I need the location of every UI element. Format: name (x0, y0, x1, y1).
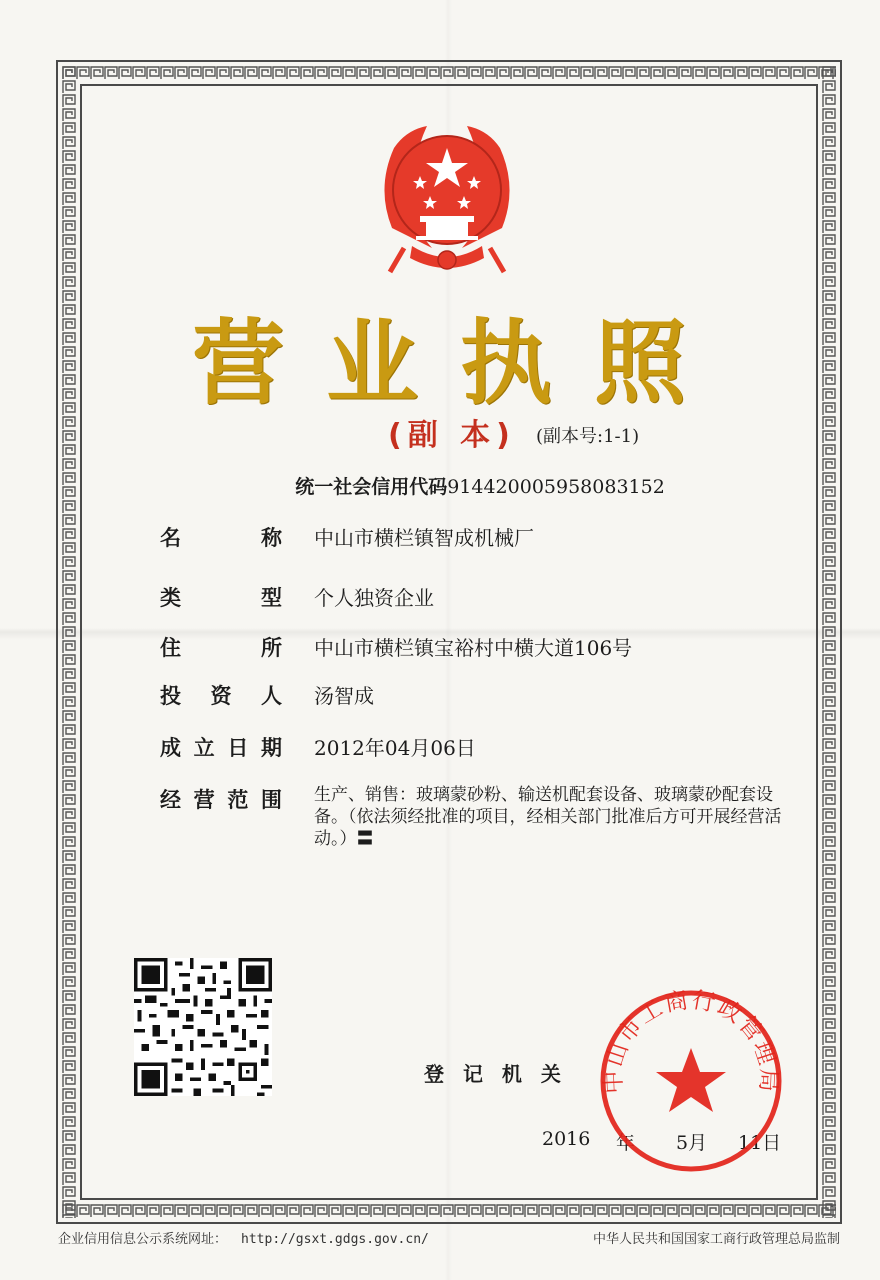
credit-code-value: 914420005958083152 (447, 476, 665, 498)
field-label: 成 立 日 期 (160, 736, 282, 760)
border-pattern-left (62, 66, 76, 1218)
qr-code-icon (134, 958, 272, 1096)
registration-year: 2016 (542, 1128, 591, 1150)
footer-website-label: 企业信用信息公示系统网址： (58, 1232, 228, 1247)
registration-authority: 登 记 机 关 (424, 1062, 567, 1086)
field-value: 2012年04月06日 (314, 736, 476, 760)
border-pattern-top (62, 66, 836, 80)
registration-year-char: 年 (616, 1132, 636, 1154)
field-label: 投 资 人 (160, 684, 282, 708)
field-value: 个人独资企业 (314, 586, 434, 610)
field-value: 生产、销售：玻璃蒙砂粉、输送机配套设备、玻璃蒙砂配套设备。（依法须经批准的项目，经相关部门批准后方可开展经营活动。）〓 (314, 785, 782, 849)
field-value: 汤智成 (314, 684, 374, 708)
field-label: 名 称 (160, 526, 282, 550)
field-value: 中山市横栏镇智成机械厂 (314, 526, 534, 550)
national-emblem-icon (372, 118, 522, 278)
footer-supervisor: 中华人民共和国国家工商行政管理总局监制 (592, 1232, 840, 1247)
registration-day: 11日 (738, 1132, 782, 1154)
footer-website (58, 1228, 429, 1247)
credit-code-label: 统一社会信用代码 (295, 476, 448, 498)
field-label: 住 所 (160, 636, 282, 660)
registration-month: 5月 (676, 1132, 708, 1154)
copy-row (0, 410, 880, 453)
field-label: 类 型 (160, 586, 282, 610)
copy-label: (副 本) (388, 418, 516, 453)
border-pattern-bottom (62, 1204, 836, 1218)
official-seal-icon (596, 986, 786, 1176)
field-value: 中山市横栏镇宝裕村中横大道106号 (314, 636, 633, 660)
border-pattern-right (822, 66, 836, 1218)
field-label: 经 营 范 围 (160, 788, 282, 812)
copy-number: (副本号:1-1) (536, 426, 640, 447)
seal-text: 中山市工商行政管理局 (600, 987, 782, 1095)
credit-code-row (0, 472, 880, 499)
footer-website-url[interactable]: http://gsxt.gdgs.gov.cn/ (241, 1232, 429, 1247)
document-title: 营业执照 (191, 310, 728, 417)
